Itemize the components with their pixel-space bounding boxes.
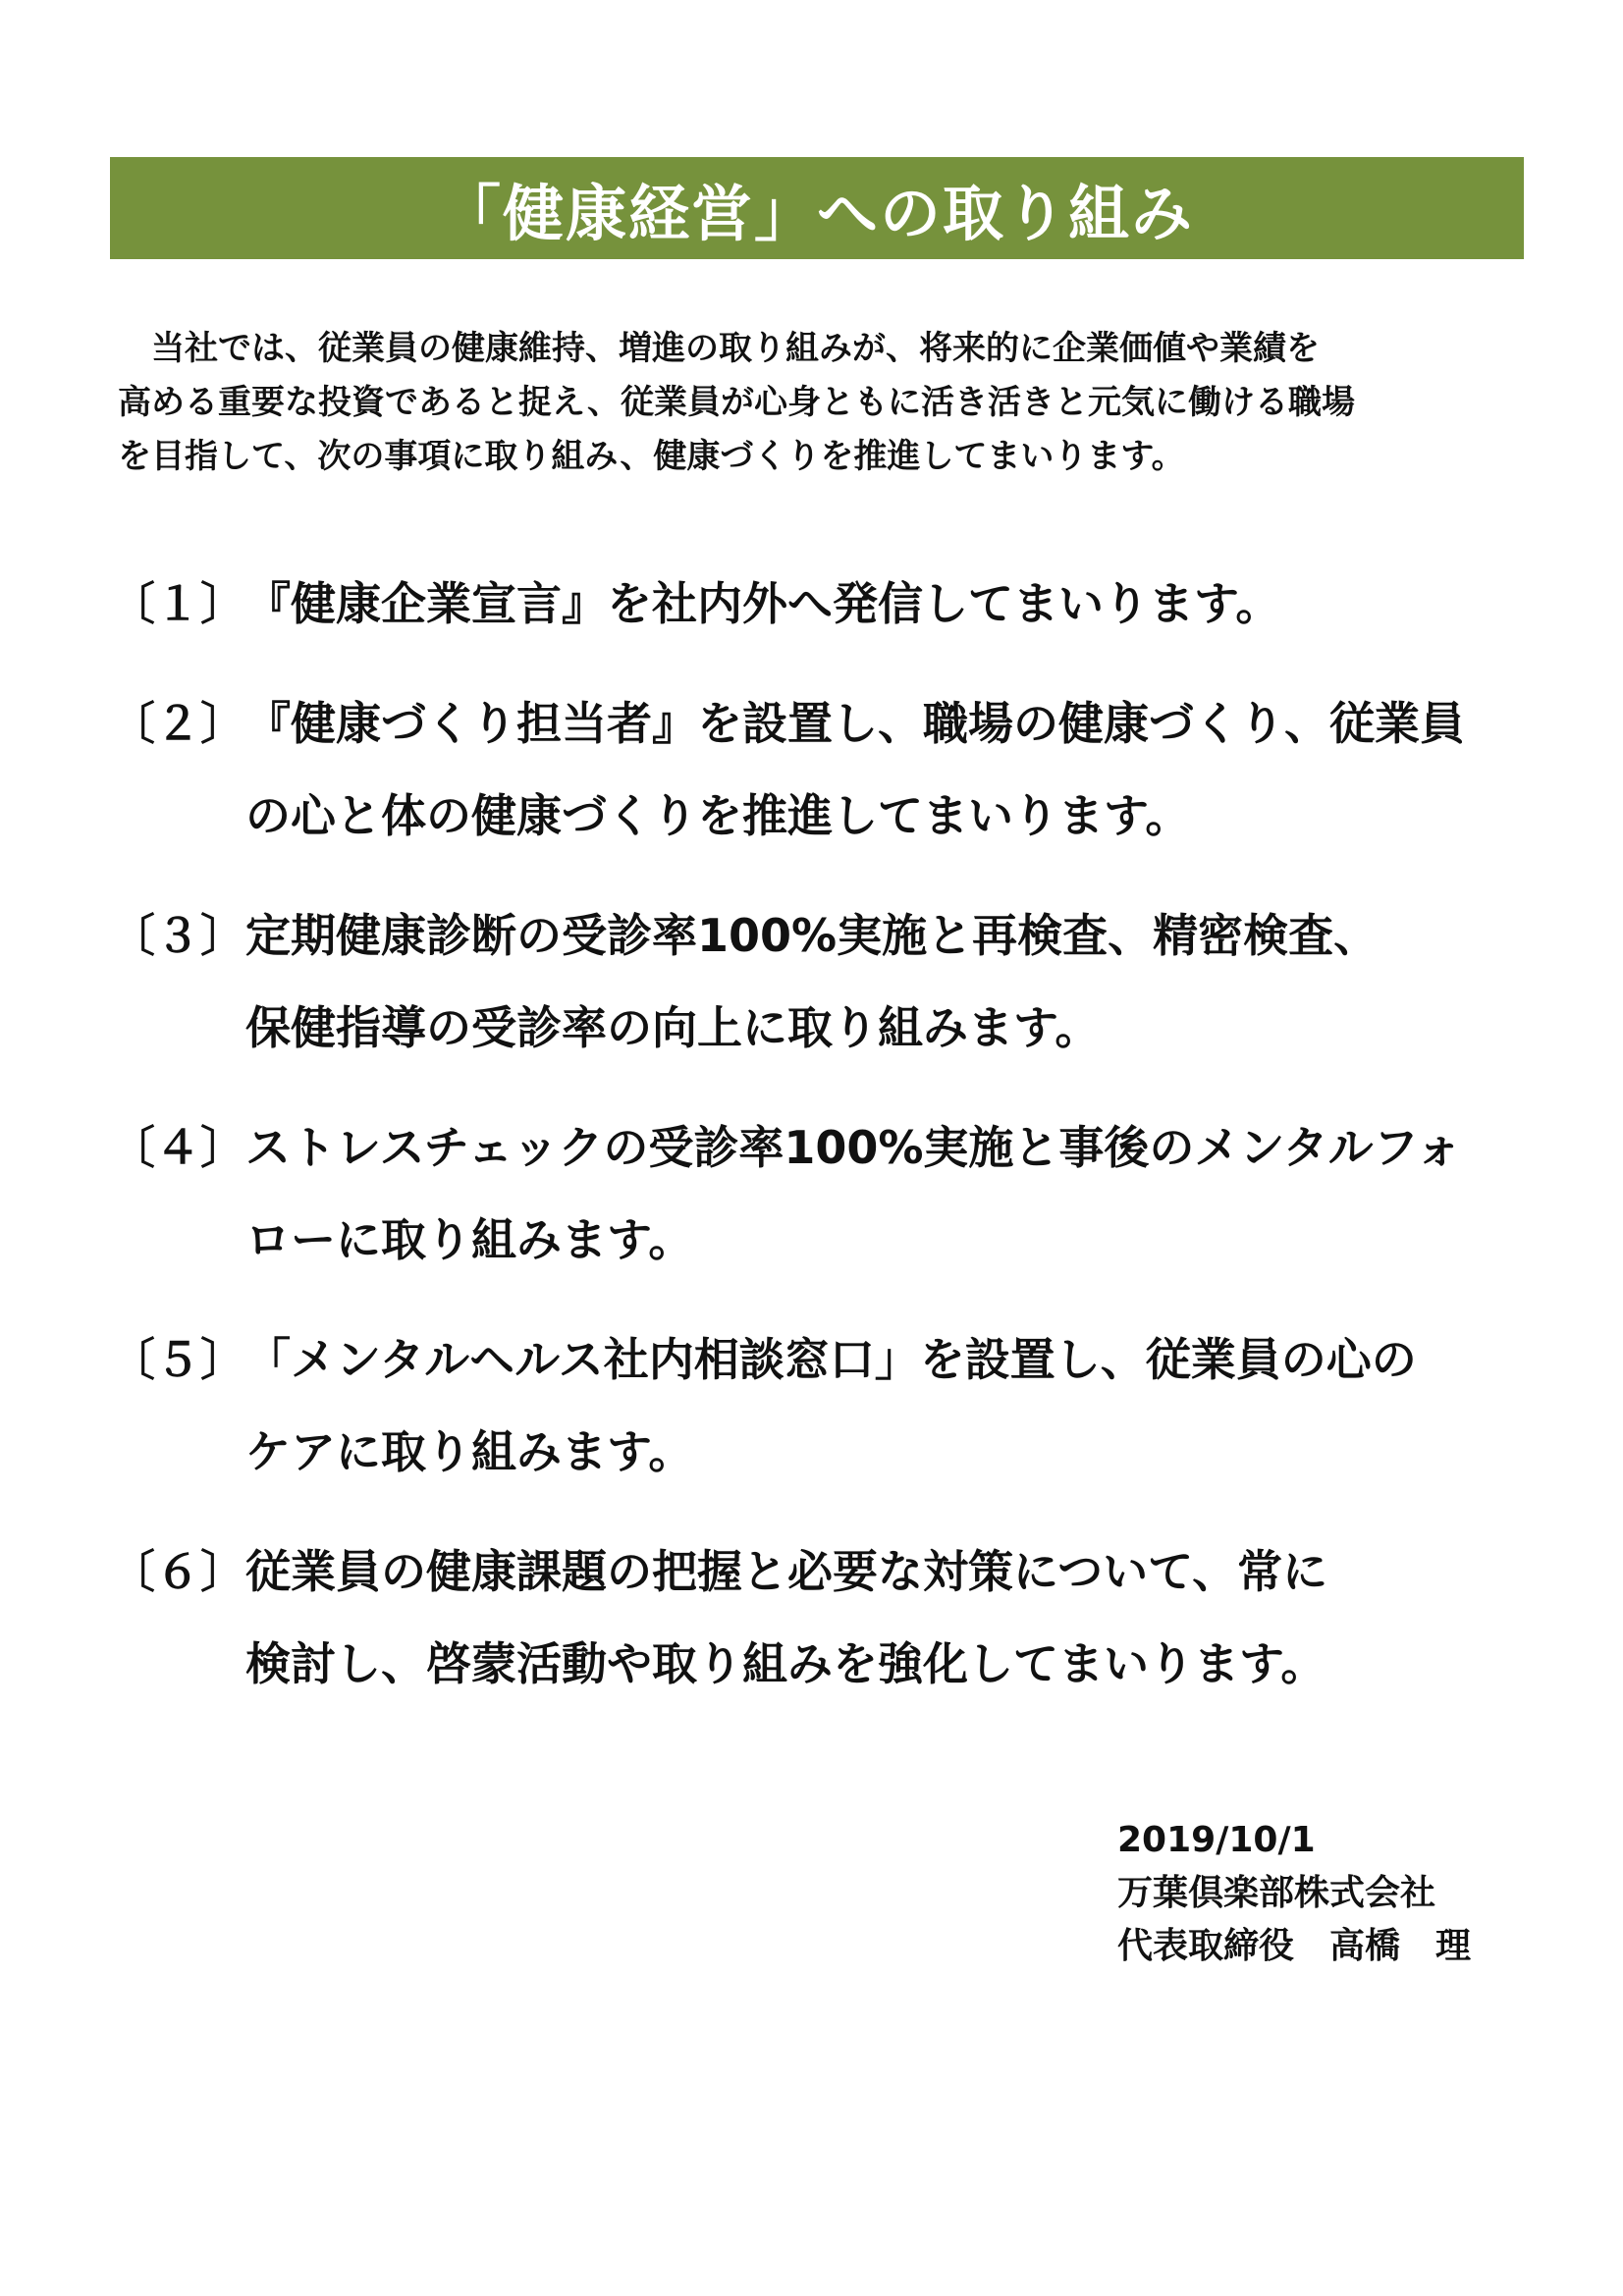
item-number: 〔３〕 xyxy=(110,909,245,962)
item-text: 『健康企業宣言』を社内外へ発信してまいります。 xyxy=(245,577,1281,630)
list-item-1 xyxy=(110,558,1543,650)
item-text-continued: ケアに取り組みます。 xyxy=(245,1425,694,1478)
intro-line: 高める重要な投資であると捉え、従業員が心身ともに活き活きと元気に働ける職場 xyxy=(118,383,1356,422)
list-item-3 xyxy=(110,889,1543,1074)
item-text: 『健康づくり担当者』を設置し、職場の健康づくり、従業員 xyxy=(245,697,1465,750)
intro-line: を目指して、次の事項に取り組み、健康づくりを推進してまいります。 xyxy=(118,437,1185,476)
title-banner xyxy=(110,157,1524,259)
item-text-continued: の心と体の健康づくりを推進してまいります。 xyxy=(245,789,1191,842)
list-item-4 xyxy=(110,1101,1543,1286)
list-item-5 xyxy=(110,1313,1543,1498)
signature-block xyxy=(1117,1814,1471,1973)
item-text-continued: ローに取り組みます。 xyxy=(245,1213,694,1266)
page-title: 「健康経営」への取り組み xyxy=(439,177,1194,249)
signature-date: 2019/10/1 xyxy=(1117,1820,1316,1860)
list-item-2 xyxy=(110,677,1543,862)
item-number: 〔５〕 xyxy=(110,1333,245,1386)
representative-name: 代表取締役 高橋 理 xyxy=(1117,1926,1472,1966)
company-name: 万葉倶楽部株式会社 xyxy=(1117,1873,1436,1913)
item-text: 従業員の健康課題の把握と必要な対策について、常に xyxy=(245,1545,1328,1598)
intro-paragraph xyxy=(118,322,1522,484)
item-text-continued: 検討し、啓蒙活動や取り組みを強化してまいります。 xyxy=(245,1637,1326,1690)
initiatives-list xyxy=(110,558,1543,1737)
item-number: 〔２〕 xyxy=(110,697,245,750)
item-number: 〔６〕 xyxy=(110,1545,245,1598)
item-text: ストレスチェックの受診率100%実施と事後のメンタルフォ xyxy=(245,1121,1462,1174)
item-text: 「メンタルヘルス社内相談窓口」を設置し、従業員の心の xyxy=(245,1333,1417,1386)
item-text: 定期健康診断の受診率100%実施と再検査、精密検査、 xyxy=(245,909,1380,962)
item-number: 〔１〕 xyxy=(110,577,245,630)
intro-line: 当社では、従業員の健康維持、増進の取り組みが、将来的に企業価値や業績を xyxy=(118,329,1320,368)
list-item-6 xyxy=(110,1525,1543,1710)
item-number: 〔４〕 xyxy=(110,1121,245,1174)
item-text-continued: 保健指導の受診率の向上に取り組みます。 xyxy=(245,1001,1101,1054)
